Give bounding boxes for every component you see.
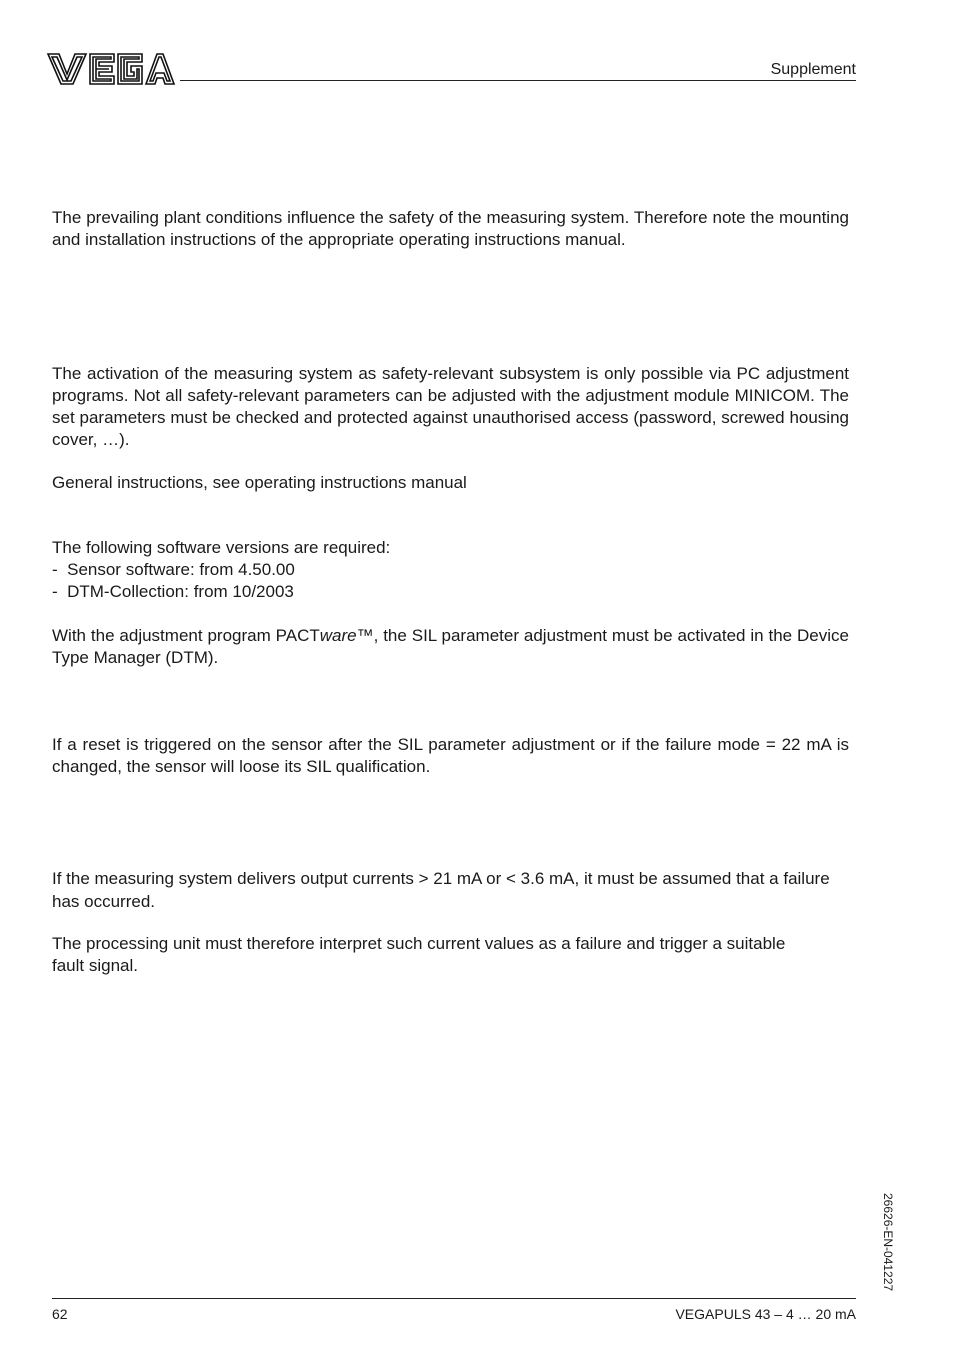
paragraph-software-versions: The following software versions are required: [52,538,391,557]
pactware-italic: ware [319,626,357,645]
header-rule [180,80,856,81]
paragraph-processing-unit: The processing unit must therefore interpret such current values as a failure and trigger a suitable fault signal. [52,934,786,975]
list-item: - Sensor software: from 4.50.00 [52,559,849,581]
document-id: 26626-EN-041227 [881,1193,895,1292]
product-name: VEGAPULS 43 – 4 … 20 mA [675,1306,856,1322]
paragraph-plant-conditions: The prevailing plant conditions influence the safety of the measuring system. Therefore note the mounting and installation instructions of the appropriate operating instructions manual. [52,208,849,249]
page-number: 62 [52,1306,68,1322]
pactware-text-after: ™, the SIL parameter adjustment must be activated in the Device Type Manager (DTM). [52,626,849,667]
vega-logo [46,48,176,88]
software-version-list [52,559,849,603]
paragraph-general-instructions: General instructions, see operating instructions manual [52,473,467,492]
section-title: Supplement [770,61,856,78]
paragraph-activation: The activation of the measuring system as safety-relevant subsystem is only possible via PC adjustment programs. Not all safety-relevant parameters can be adjusted with the adjustment module MINICOM. The set parameters must be checked and protected against unauthorised access (password, screwed housing cover, …). [52,364,849,449]
paragraph-pactware [52,625,849,669]
paragraph-reset: If a reset is triggered on the sensor after the SIL parameter adjustment or if the failure mode = 22 mA is changed, the sensor will loose its SIL qualification. [52,735,849,776]
list-item: - DTM-Collection: from 10/2003 [52,581,849,603]
pactware-text-before: With the adjustment program PACT [52,626,320,645]
footer-rule [52,1298,856,1299]
paragraph-output-currents: If the measuring system delivers output currents > 21 mA or < 3.6 mA, it must be assumed that a failure has occurred. [52,869,830,911]
